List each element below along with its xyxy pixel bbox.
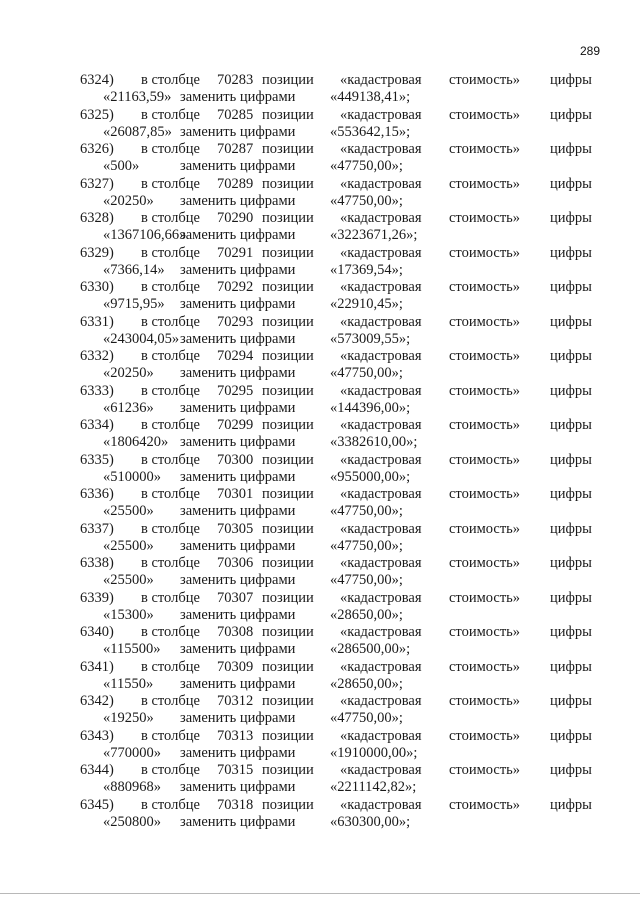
stoimost-label: стоимость» xyxy=(449,244,521,261)
position-label: позиции xyxy=(262,72,314,88)
cifry-label: цифры xyxy=(550,175,592,192)
stoimost-label: стоимость» xyxy=(449,382,521,399)
position-label: позиции xyxy=(262,313,314,330)
stoimost-label: стоимость» xyxy=(449,727,521,744)
entry-number: 6329) xyxy=(80,244,114,261)
column-label: в столбце xyxy=(141,693,200,709)
replace-label: заменить цифрами xyxy=(180,641,296,657)
cifry-label: цифры xyxy=(550,72,592,88)
kadastr-label: «кадастровая xyxy=(340,520,422,537)
old-value: «15300» xyxy=(103,606,154,623)
position-label: позиции xyxy=(262,348,314,364)
amendment-entry xyxy=(0,312,640,347)
amendment-entry xyxy=(0,346,640,381)
old-value: «61236» xyxy=(103,399,154,416)
column-label: в столбце xyxy=(141,796,200,813)
cifry-label: цифры xyxy=(550,210,592,226)
entry-number: 6324) xyxy=(80,72,114,88)
entry-number: 6336) xyxy=(80,486,114,502)
replace-label: заменить цифрами xyxy=(180,399,296,416)
replace-label: заменить цифрами xyxy=(180,192,296,209)
entry-number: 6337) xyxy=(80,520,114,537)
entry-number: 6342) xyxy=(80,693,114,709)
entry-number: 6335) xyxy=(80,451,114,468)
old-value: «770000» xyxy=(103,744,161,761)
position-label: позиции xyxy=(262,520,314,537)
entry-number: 6341) xyxy=(80,658,114,675)
kadastr-label: «кадастровая xyxy=(340,348,422,364)
amendment-list xyxy=(0,70,640,829)
column-label: в столбце xyxy=(141,589,200,606)
kadastr-label: «кадастровая xyxy=(340,106,422,123)
old-value: «880968» xyxy=(103,779,161,795)
kadastr-label: «кадастровая xyxy=(340,72,422,88)
cifry-label: цифры xyxy=(550,589,592,606)
replace-label: заменить цифрами xyxy=(180,779,296,795)
position-label: позиции xyxy=(262,279,314,295)
amendment-entry xyxy=(0,70,640,105)
entry-number: 6340) xyxy=(80,624,114,640)
position-label: позиции xyxy=(262,555,314,571)
position-label: позиции xyxy=(262,486,314,502)
position-label: позиции xyxy=(262,210,314,226)
cifry-label: цифры xyxy=(550,555,592,571)
new-value: «3382610,00»; xyxy=(330,434,418,450)
column-label: в столбце xyxy=(141,210,200,226)
old-value: «25500» xyxy=(103,572,154,588)
new-value: «449138,41»; xyxy=(330,89,411,105)
column-label: в столбце xyxy=(141,486,200,502)
old-value: «26087,85» xyxy=(103,123,172,140)
position-code: 70291 xyxy=(217,244,254,261)
new-value: «286500,00»; xyxy=(330,641,411,657)
cifry-label: цифры xyxy=(550,279,592,295)
column-label: в столбце xyxy=(141,279,200,295)
column-label: в столбце xyxy=(141,727,200,744)
stoimost-label: стоимость» xyxy=(449,210,521,226)
position-code: 70283 xyxy=(217,72,254,88)
stoimost-label: стоимость» xyxy=(449,555,521,571)
position-label: позиции xyxy=(262,589,314,606)
kadastr-label: «кадастровая xyxy=(340,555,422,571)
replace-label: заменить цифрами xyxy=(180,675,296,692)
column-label: в столбце xyxy=(141,762,200,778)
new-value: «1910000,00»; xyxy=(330,744,418,761)
position-label: позиции xyxy=(262,175,314,192)
position-code: 70318 xyxy=(217,796,254,813)
new-value: «144396,00»; xyxy=(330,399,411,416)
column-label: в столбце xyxy=(141,382,200,399)
cifry-label: цифры xyxy=(550,451,592,468)
position-code: 70285 xyxy=(217,106,254,123)
stoimost-label: стоимость» xyxy=(449,796,521,813)
replace-label: заменить цифрами xyxy=(180,572,296,588)
column-label: в столбце xyxy=(141,141,200,157)
kadastr-label: «кадастровая xyxy=(340,210,422,226)
position-label: позиции xyxy=(262,244,314,261)
cifry-label: цифры xyxy=(550,727,592,744)
new-value: «47750,00»; xyxy=(330,192,403,209)
replace-label: заменить цифрами xyxy=(180,89,296,105)
entry-number: 6328) xyxy=(80,210,114,226)
position-code: 70309 xyxy=(217,658,254,675)
page-number: 289 xyxy=(579,44,600,58)
position-label: позиции xyxy=(262,141,314,157)
stoimost-label: стоимость» xyxy=(449,313,521,330)
old-value: «11550» xyxy=(103,675,154,692)
stoimost-label: стоимость» xyxy=(449,106,521,123)
column-label: в столбце xyxy=(141,106,200,123)
entry-number: 6344) xyxy=(80,762,114,778)
stoimost-label: стоимость» xyxy=(449,693,521,709)
kadastr-label: «кадастровая xyxy=(340,658,422,675)
old-value: «20250» xyxy=(103,365,154,381)
stoimost-label: стоимость» xyxy=(449,417,521,433)
amendment-entry xyxy=(0,553,640,588)
kadastr-label: «кадастровая xyxy=(340,762,422,778)
cifry-label: цифры xyxy=(550,106,592,123)
column-label: в столбце xyxy=(141,348,200,364)
position-label: позиции xyxy=(262,727,314,744)
kadastr-label: «кадастровая xyxy=(340,589,422,606)
position-label: позиции xyxy=(262,693,314,709)
old-value: «20250» xyxy=(103,192,154,209)
amendment-entry xyxy=(0,622,640,657)
entry-number: 6345) xyxy=(80,796,114,813)
cifry-label: цифры xyxy=(550,762,592,778)
position-code: 70290 xyxy=(217,210,254,226)
stoimost-label: стоимость» xyxy=(449,658,521,675)
replace-label: заменить цифрами xyxy=(180,537,296,554)
position-code: 70300 xyxy=(217,451,254,468)
amendment-entry xyxy=(0,277,640,312)
replace-label: заменить цифрами xyxy=(180,296,296,312)
kadastr-label: «кадастровая xyxy=(340,382,422,399)
kadastr-label: «кадастровая xyxy=(340,313,422,330)
entry-number: 6327) xyxy=(80,175,114,192)
stoimost-label: стоимость» xyxy=(449,486,521,502)
position-code: 70315 xyxy=(217,762,254,778)
stoimost-label: стоимость» xyxy=(449,451,521,468)
kadastr-label: «кадастровая xyxy=(340,486,422,502)
old-value: «500» xyxy=(103,158,140,174)
position-code: 70305 xyxy=(217,520,254,537)
replace-label: заменить цифрами xyxy=(180,123,296,140)
new-value: «630300,00»; xyxy=(330,813,411,830)
amendment-entry xyxy=(0,657,640,692)
column-label: в столбце xyxy=(141,624,200,640)
cifry-label: цифры xyxy=(550,520,592,537)
bottom-rule xyxy=(0,893,640,894)
replace-label: заменить цифрами xyxy=(180,813,296,830)
old-value: «19250» xyxy=(103,710,154,726)
position-code: 70312 xyxy=(217,693,254,709)
entry-number: 6334) xyxy=(80,417,114,433)
position-code: 70306 xyxy=(217,555,254,571)
old-value: «1367106,66» xyxy=(103,227,187,243)
position-code: 70313 xyxy=(217,727,254,744)
amendment-entry xyxy=(0,726,640,761)
column-label: в столбце xyxy=(141,244,200,261)
new-value: «553642,15»; xyxy=(330,123,411,140)
entry-number: 6333) xyxy=(80,382,114,399)
cifry-label: цифры xyxy=(550,417,592,433)
column-label: в столбце xyxy=(141,175,200,192)
amendment-entry xyxy=(0,105,640,140)
position-label: позиции xyxy=(262,382,314,399)
new-value: «47750,00»; xyxy=(330,710,403,726)
kadastr-label: «кадастровая xyxy=(340,244,422,261)
new-value: «47750,00»; xyxy=(330,158,403,174)
new-value: «28650,00»; xyxy=(330,606,403,623)
cifry-label: цифры xyxy=(550,624,592,640)
new-value: «22910,45»; xyxy=(330,296,403,312)
entry-number: 6325) xyxy=(80,106,114,123)
cifry-label: цифры xyxy=(550,486,592,502)
amendment-entry xyxy=(0,415,640,450)
replace-label: заменить цифрами xyxy=(180,710,296,726)
old-value: «510000» xyxy=(103,468,161,485)
column-label: в столбце xyxy=(141,72,200,88)
position-code: 70307 xyxy=(217,589,254,606)
position-label: позиции xyxy=(262,417,314,433)
stoimost-label: стоимость» xyxy=(449,348,521,364)
position-label: позиции xyxy=(262,106,314,123)
kadastr-label: «кадастровая xyxy=(340,279,422,295)
stoimost-label: стоимость» xyxy=(449,72,521,88)
cifry-label: цифры xyxy=(550,796,592,813)
amendment-entry xyxy=(0,519,640,554)
column-label: в столбце xyxy=(141,520,200,537)
entry-number: 6330) xyxy=(80,279,114,295)
stoimost-label: стоимость» xyxy=(449,141,521,157)
column-label: в столбце xyxy=(141,658,200,675)
replace-label: заменить цифрами xyxy=(180,606,296,623)
position-code: 70294 xyxy=(217,348,254,364)
replace-label: заменить цифрами xyxy=(180,261,296,278)
replace-label: заменить цифрами xyxy=(180,434,296,450)
old-value: «250800» xyxy=(103,813,161,830)
position-code: 70295 xyxy=(217,382,254,399)
cifry-label: цифры xyxy=(550,313,592,330)
kadastr-label: «кадастровая xyxy=(340,727,422,744)
position-code: 70287 xyxy=(217,141,254,157)
kadastr-label: «кадастровая xyxy=(340,693,422,709)
position-label: позиции xyxy=(262,762,314,778)
replace-label: заменить цифрами xyxy=(180,744,296,761)
replace-label: заменить цифрами xyxy=(180,365,296,381)
kadastr-label: «кадастровая xyxy=(340,624,422,640)
new-value: «955000,00»; xyxy=(330,468,411,485)
old-value: «25500» xyxy=(103,537,154,554)
old-value: «9715,95» xyxy=(103,296,165,312)
new-value: «47750,00»; xyxy=(330,572,403,588)
cifry-label: цифры xyxy=(550,348,592,364)
kadastr-label: «кадастровая xyxy=(340,451,422,468)
position-label: позиции xyxy=(262,796,314,813)
amendment-entry xyxy=(0,174,640,209)
amendment-entry xyxy=(0,691,640,726)
column-label: в столбце xyxy=(141,555,200,571)
amendment-entry xyxy=(0,760,640,795)
cifry-label: цифры xyxy=(550,382,592,399)
kadastr-label: «кадастровая xyxy=(340,417,422,433)
amendment-entry xyxy=(0,450,640,485)
column-label: в столбце xyxy=(141,417,200,433)
replace-label: заменить цифрами xyxy=(180,330,296,347)
new-value: «3223671,26»; xyxy=(330,227,418,243)
new-value: «2211142,82»; xyxy=(330,779,417,795)
position-code: 70299 xyxy=(217,417,254,433)
position-code: 70301 xyxy=(217,486,254,502)
amendment-entry xyxy=(0,484,640,519)
cifry-label: цифры xyxy=(550,244,592,261)
entry-number: 6332) xyxy=(80,348,114,364)
old-value: «21163,59» xyxy=(103,89,172,105)
new-value: «28650,00»; xyxy=(330,675,403,692)
replace-label: заменить цифрами xyxy=(180,503,296,519)
old-value: «1806420» xyxy=(103,434,169,450)
position-code: 70292 xyxy=(217,279,254,295)
amendment-entry xyxy=(0,208,640,243)
stoimost-label: стоимость» xyxy=(449,589,521,606)
stoimost-label: стоимость» xyxy=(449,762,521,778)
entry-number: 6331) xyxy=(80,313,114,330)
stoimost-label: стоимость» xyxy=(449,175,521,192)
replace-label: заменить цифрами xyxy=(180,158,296,174)
entry-number: 6339) xyxy=(80,589,114,606)
old-value: «7366,14» xyxy=(103,261,165,278)
stoimost-label: стоимость» xyxy=(449,624,521,640)
amendment-entry xyxy=(0,588,640,623)
position-label: позиции xyxy=(262,624,314,640)
entry-number: 6326) xyxy=(80,141,114,157)
column-label: в столбце xyxy=(141,313,200,330)
replace-label: заменить цифрами xyxy=(180,468,296,485)
stoimost-label: стоимость» xyxy=(449,520,521,537)
new-value: «573009,55»; xyxy=(330,330,411,347)
column-label: в столбце xyxy=(141,451,200,468)
new-value: «47750,00»; xyxy=(330,365,403,381)
amendment-entry xyxy=(0,381,640,416)
position-code: 70289 xyxy=(217,175,254,192)
amendment-entry xyxy=(0,139,640,174)
kadastr-label: «кадастровая xyxy=(340,175,422,192)
amendment-entry xyxy=(0,243,640,278)
replace-label: заменить цифрами xyxy=(180,227,296,243)
cifry-label: цифры xyxy=(550,141,592,157)
position-label: позиции xyxy=(262,451,314,468)
cifry-label: цифры xyxy=(550,658,592,675)
old-value: «243004,05» xyxy=(103,330,180,347)
cifry-label: цифры xyxy=(550,693,592,709)
kadastr-label: «кадастровая xyxy=(340,796,422,813)
position-label: позиции xyxy=(262,658,314,675)
entry-number: 6338) xyxy=(80,555,114,571)
new-value: «47750,00»; xyxy=(330,537,403,554)
entry-number: 6343) xyxy=(80,727,114,744)
stoimost-label: стоимость» xyxy=(449,279,521,295)
new-value: «47750,00»; xyxy=(330,503,403,519)
position-code: 70293 xyxy=(217,313,254,330)
position-code: 70308 xyxy=(217,624,254,640)
old-value: «115500» xyxy=(103,641,161,657)
kadastr-label: «кадастровая xyxy=(340,141,422,157)
amendment-entry xyxy=(0,795,640,830)
new-value: «17369,54»; xyxy=(330,261,403,278)
old-value: «25500» xyxy=(103,503,154,519)
